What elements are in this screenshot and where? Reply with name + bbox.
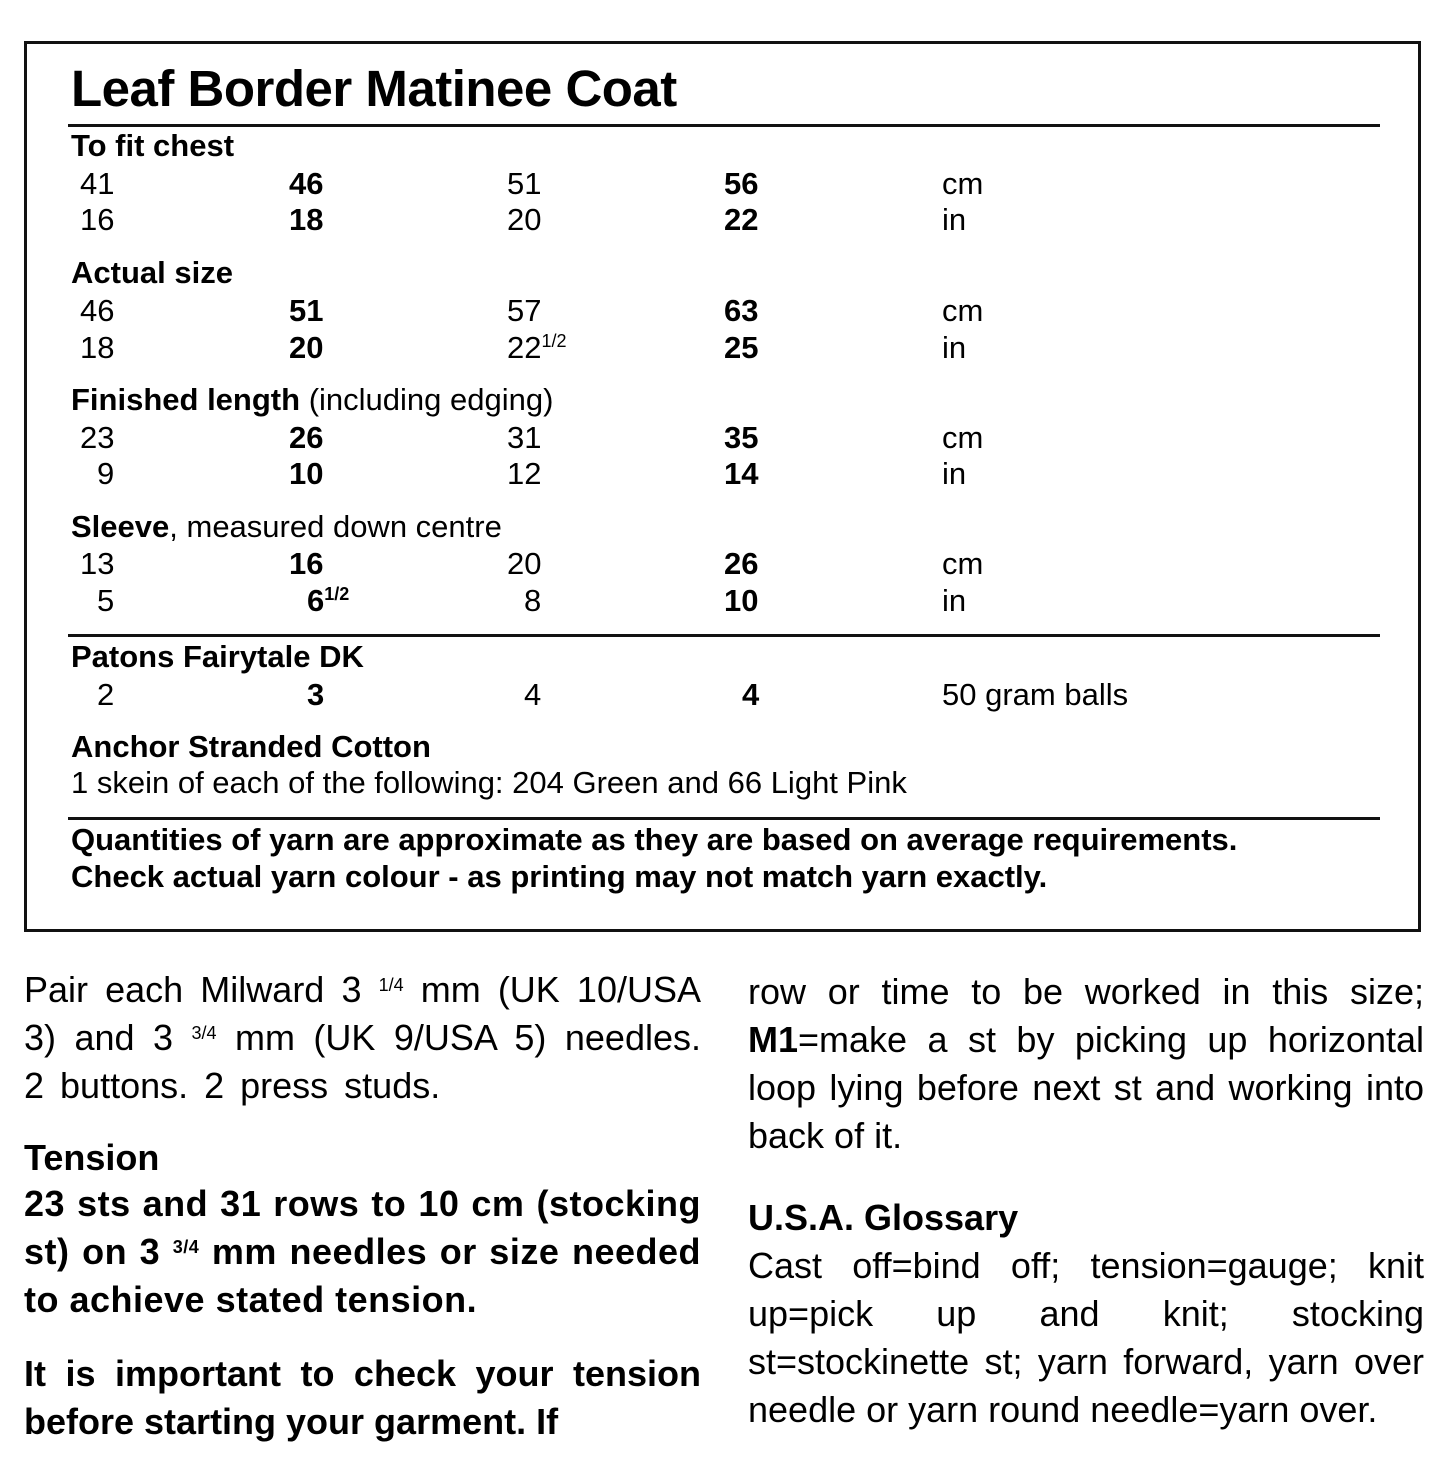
size-value: 18 [80, 330, 115, 365]
size-value: 31 [507, 420, 542, 455]
size-value: 26 [724, 546, 759, 581]
size-value: 20 [289, 330, 324, 365]
size-value: $22^{1/2}$ [507, 330, 567, 365]
important-note: It is important to check your tension before starting your garment. If [24, 1353, 701, 1442]
size-value: 4 [742, 677, 760, 712]
sleeve-cm-row [0, 544, 1445, 584]
size-value: 51 [289, 293, 324, 328]
glossary-heading: U.S.A. Glossary [748, 1197, 1019, 1238]
section-heading-chest: To fit chest [71, 128, 235, 163]
left-column [24, 966, 701, 1446]
colour-note: Check actual yarn colour - as printing may not match yarn exactly. [71, 859, 1048, 894]
size-value: 56 [724, 166, 759, 201]
glossary-text: Cast off=bind off; tension=gauge; knit up=pick up and knit; stocking st=stockinette st; yarn forward, yarn over needle or yarn round needle=yarn over. [748, 1245, 1424, 1430]
size-value: 8 [524, 583, 542, 618]
size-value: 12 [507, 456, 542, 491]
size-value: 18 [289, 202, 324, 237]
unit-label: cm [942, 293, 984, 328]
cotton-heading: Anchor Stranded Cotton [71, 729, 431, 764]
size-value: 5 [97, 583, 115, 618]
section-heading-actual-size: Actual size [71, 255, 233, 290]
size-value: 23 [80, 420, 115, 455]
instructions-paragraph: row or time to be worked in this size; M1=make a st by picking up horizontal loop lying before next st and working into back of it. [748, 971, 1424, 1156]
actual-in-row [0, 328, 1445, 368]
yarn-rule [68, 634, 1380, 637]
actual-cm-row [0, 291, 1445, 331]
size-value: 20 [507, 546, 542, 581]
unit-label: in [942, 583, 967, 618]
size-value: 20 [507, 202, 542, 237]
size-value: 14 [724, 456, 759, 491]
cotton-text: 1 skein of each of the following: 204 Green and 66 Light Pink [71, 765, 907, 800]
size-value: 46 [289, 166, 324, 201]
size-value: 16 [80, 202, 115, 237]
size-value: 25 [724, 330, 759, 365]
size-value: 10 [289, 456, 324, 491]
unit-label: 50 gram balls [942, 677, 1129, 712]
tension-paragraph: 23 sts and 31 rows to 10 cm (stocking st) on 3 $^{3/4}$ mm needles or size needed to achieve stated tension. [24, 1183, 701, 1320]
size-value: 51 [507, 166, 542, 201]
length-cm-row [0, 418, 1445, 458]
pattern-title: Leaf Border Matinee Coat [71, 60, 677, 117]
size-value: 35 [724, 420, 759, 455]
size-value: 2 [97, 677, 115, 712]
notes-rule [68, 817, 1380, 820]
unit-label: cm [942, 166, 984, 201]
chest-cm-row [0, 164, 1445, 204]
size-value: 46 [80, 293, 115, 328]
unit-label: in [942, 202, 967, 237]
size-value: 22 [724, 202, 759, 237]
quantities-note: Quantities of yarn are approximate as they are based on average requirements. [71, 822, 1238, 857]
tension-heading: Tension [24, 1137, 160, 1178]
title-rule [68, 124, 1380, 127]
size-value: 16 [289, 546, 324, 581]
length-in-row [0, 454, 1445, 494]
size-value: $6^{1/2}$ [307, 583, 350, 618]
size-value: 63 [724, 293, 759, 328]
size-value: 10 [724, 583, 759, 618]
size-value: 26 [289, 420, 324, 455]
size-value: 3 [307, 677, 325, 712]
yarn-heading: Patons Fairytale DK [71, 639, 364, 674]
right-column [748, 968, 1424, 1434]
unit-label: in [942, 456, 967, 491]
yarn-row [0, 675, 1445, 715]
chest-in-row [0, 200, 1445, 240]
sleeve-in-row [0, 581, 1445, 621]
unit-label: cm [942, 546, 984, 581]
size-value: 9 [97, 456, 115, 491]
size-value: 13 [80, 546, 115, 581]
unit-label: in [942, 330, 967, 365]
size-value: 57 [507, 293, 542, 328]
needles-paragraph: Pair each Milward 3 $^{1/4}$ mm (UK 10/USA 3) and 3 $^{3/4}$ mm (UK 9/USA 5) needles. 2 buttons. 2 press studs. [24, 969, 701, 1106]
section-heading-sleeve: Sleeve, measured down centre [71, 509, 502, 544]
unit-label: cm [942, 420, 984, 455]
size-value: 4 [524, 677, 542, 712]
section-heading-finished-length: Finished length (including edging) [71, 382, 554, 417]
size-value: 41 [80, 166, 115, 201]
